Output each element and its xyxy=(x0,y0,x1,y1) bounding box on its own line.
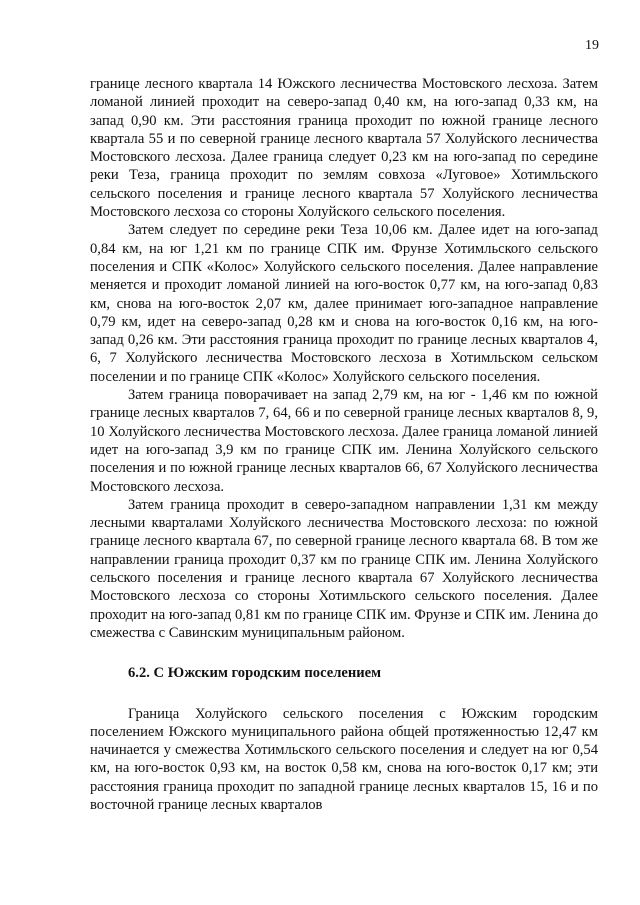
paragraph: Затем граница проходит в северо-западном направлении 1,31 км между лесными кварталами Холуйского лесничества Мостовского лесхоза: по южной границе лесного квартала 67, по северной границе лесного квартала 68. В том же направлении граница проходит 0,37 км по границе СПК им. Ленина Холуйского сельского поселения и границе лесного квартала 67 Холуйского лесничества Мостовского лесхоза со стороны Хотимльского сельского поселения. Далее проходит на юго-запад 0,81 км по границе СПК им. Фрунзе и СПК им. Ленина до смежества с Савинским муниципальным районом. xyxy=(90,496,598,641)
paragraph: Затем граница поворачивает на запад 2,79 км, на юг - 1,46 км по южной границе лесных кварталов 7, 64, 66 и по северной границе лесных кварталов 8, 9, 10 Холуйского лесничества Мостовского лесхоза. Далее граница ломаной линией идет на юго-запад 3,9 км по границе СПК им. Ленина Холуйского сельского поселения и по южной границе лесных кварталов 66, 67 Холуйского лесничества Мостовского лесхоза. xyxy=(90,387,598,495)
section-heading: 6.2. С Южским городским поселением xyxy=(128,665,382,682)
document-body xyxy=(90,75,598,814)
paragraph: Граница Холуйского сельского поселения с Южским городским поселением Южского муниципального района общей протяженностью 12,47 км начинается у смежества Хотимльского сельского поселения и следует на юг 0,54 км, на юго-восток 0,93 км, на восток 0,58 км, снова на юго-восток 0,17 км; эти расстояния граница проходит по западной границе лесных кварталов 15, 16 и по восточной границе лесных кварталов xyxy=(90,705,598,813)
page-number: 19 xyxy=(585,38,599,53)
paragraph: Затем следует по середине реки Теза 10,06 км. Далее идет на юго-запад 0,84 км, на юг 1,21 км по границе СПК им. Фрунзе Хотимльского сельского поселения и СПК «Колос» Холуйского сельского поселения. Далее направление меняется и проходит ломаной линией на юго-восток 0,77 км, на юго-запад 0,83 км, снова на юго-восток 2,07 км, далее принимает юго-западное направление 0,79 км, идет на северо-запад 0,28 км и снова на юго-восток 0,16 км, на юго-запад 0,26 км. Эти расстояния граница проходит по границе лесных кварталов 4, 6, 7 Холуйского лесничества Мостовского лесхоза в Хотимльском сельском поселении и по границе СПК «Колос» Холуйского сельского поселения. xyxy=(90,222,598,385)
paragraph-continuation: границе лесного квартала 14 Южского лесничества Мостовского лесхоза. Затем ломаной линией проходит на северо-запад 0,40 км, на юго-запад 0,33 км, на запад 0,90 км. Эти расстояния граница проходит по южной границе лесного квартала 55 и по северной границе лесного квартала 57 Холуйского лесничества Мостовского лесхоза. Далее граница следует 0,23 км на юго-запад по середине реки Теза, граница проходит по землям совхоза «Луговое» Хотимльского сельского поселения и границе лесного квартала 57 Холуйского лесничества Мостовского лесхоза со стороны Холуйского сельского поселения. xyxy=(90,76,598,221)
